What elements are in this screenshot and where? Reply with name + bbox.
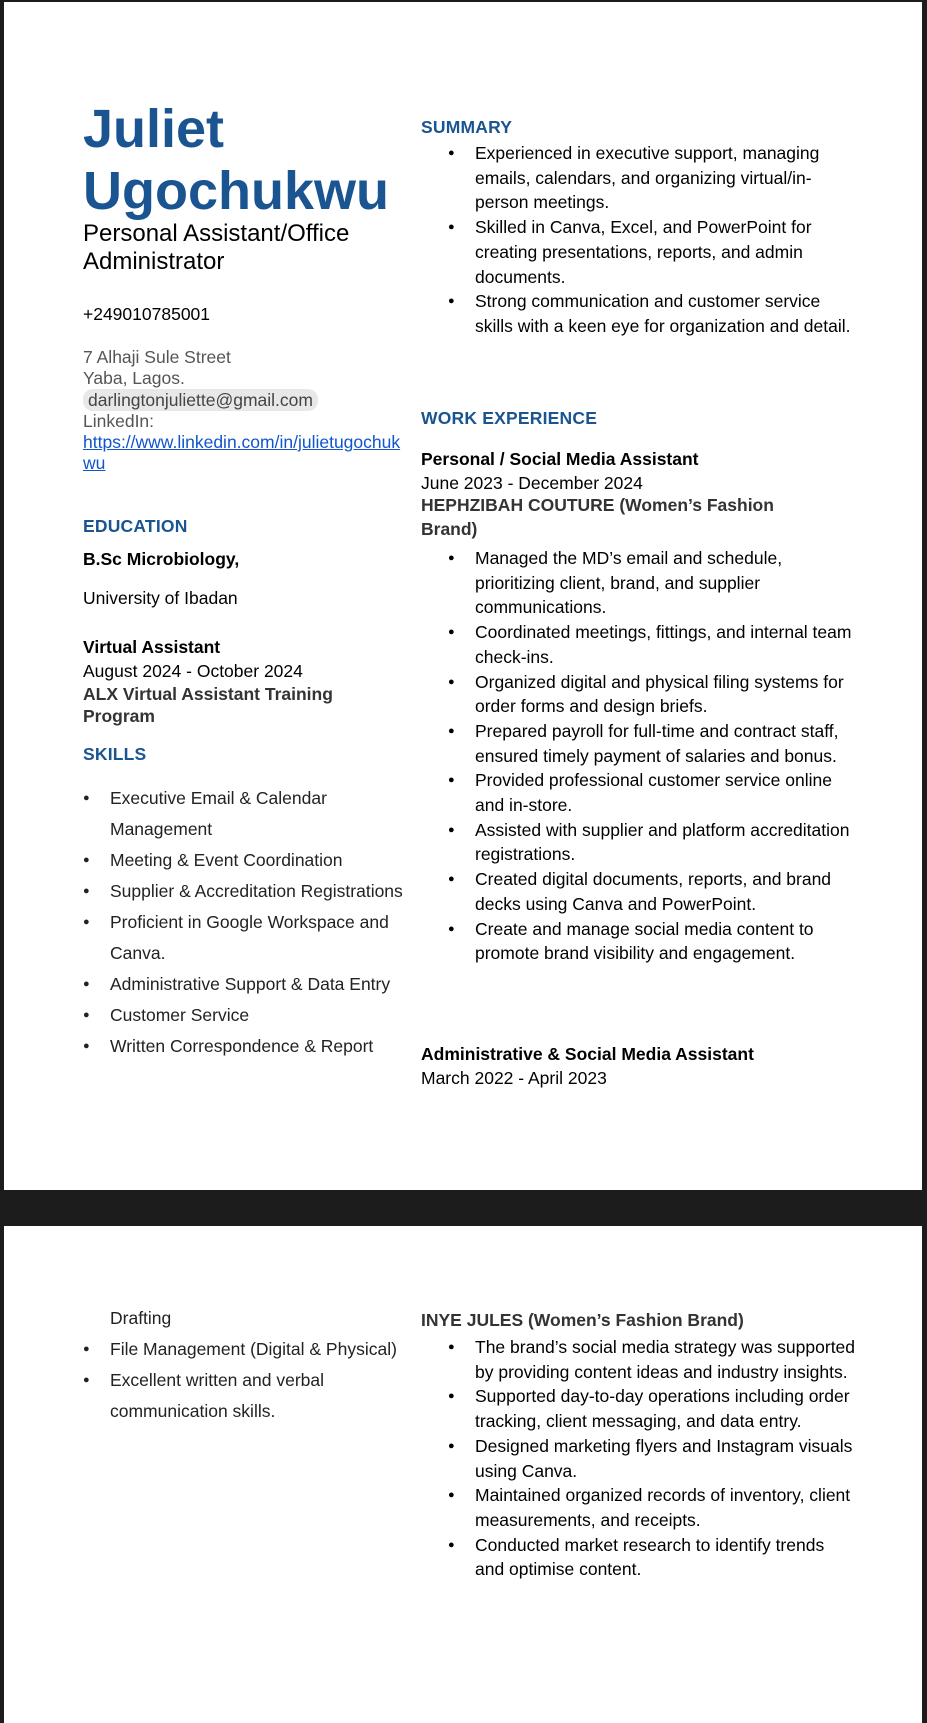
- skills-heading: SKILLS: [83, 744, 147, 764]
- job-dates: June 2023 - December 2024: [421, 473, 643, 493]
- list-item: ● Assisted with supplier and platform accreditation registrations.: [448, 818, 858, 867]
- job-company: HEPHZIBAH COUTURE (Women’s Fashion Brand): [421, 495, 774, 539]
- list-item: ● The brand’s social media strategy was supported by providing content ideas and industry insights.: [448, 1335, 858, 1384]
- work-experience-heading: WORK EXPERIENCE: [421, 408, 598, 428]
- list-item: ● Coordinated meetings, fittings, and internal team check-ins.: [448, 620, 858, 669]
- list-item: ● Skilled in Canva, Excel, and PowerPoint for creating presentations, reports, and admin documents.: [448, 215, 858, 289]
- resume-page-1: [4, 2, 922, 1190]
- list-item: ● Prepared payroll for full-time and contract staff, ensured timely payment of salaries and bonus.: [448, 719, 858, 768]
- training-title: Virtual Assistant: [83, 637, 221, 657]
- job-role: Personal Assistant/Office Administrator: [83, 220, 350, 275]
- job-dates: March 2022 - April 2023: [421, 1068, 607, 1088]
- list-item: ● Proficient in Google Workspace and Canva.: [83, 907, 413, 969]
- job-title: Personal / Social Media Assistant: [421, 449, 699, 469]
- candidate-name: Juliet Ugochukwu: [83, 99, 389, 221]
- list-item: ● Customer Service: [83, 1000, 413, 1031]
- resume-page-2: [4, 1226, 922, 1723]
- list-item: ● File Management (Digital & Physical): [83, 1334, 423, 1365]
- list-item: ● Maintained organized records of inventory, client measurements, and receipts.: [448, 1483, 858, 1532]
- address-line-1: 7 Alhaji Sule Street: [83, 347, 231, 367]
- phone-number: +249010785001: [83, 304, 211, 324]
- skills-list-continued: [83, 1303, 423, 1427]
- list-item: ● Experienced in executive support, managing emails, calendars, and organizing virtual/in-person meetings.: [448, 141, 858, 215]
- list-item: ● Managed the MD’s email and schedule, prioritizing client, brand, and supplier communications.: [448, 546, 858, 620]
- list-item: ● Meeting & Event Coordination: [83, 845, 413, 876]
- education-school: University of Ibadan: [83, 588, 238, 608]
- job-company: INYE JULES (Women’s Fashion Brand): [421, 1310, 744, 1330]
- list-item: ● Create and manage social media content to promote brand visibility and engagement.: [448, 917, 858, 966]
- linkedin-label: LinkedIn:: [83, 411, 155, 431]
- job-title: Administrative & Social Media Assistant: [421, 1044, 754, 1064]
- job-duties-list: [448, 546, 858, 966]
- education-heading: EDUCATION: [83, 516, 188, 536]
- list-item: ● Written Correspondence & Report: [83, 1031, 413, 1062]
- list-item-continuation: Drafting: [110, 1308, 172, 1328]
- list-item: ● Supplier & Accreditation Registrations: [83, 876, 413, 907]
- summary-heading: SUMMARY: [421, 117, 513, 137]
- list-item: ● Excellent written and verbal communication skills.: [83, 1365, 423, 1427]
- training-org: ALX Virtual Assistant Training Program: [83, 684, 333, 726]
- training-dates: August 2024 - October 2024: [83, 661, 303, 681]
- education-degree: B.Sc Microbiology,: [83, 549, 240, 569]
- list-item: ● Executive Email & Calendar Management: [83, 783, 413, 845]
- skills-list: [83, 783, 413, 1062]
- email-chip[interactable]: darlingtonjuliette@gmail.com: [83, 389, 318, 411]
- list-item: ● Supported day-to-day operations including order tracking, client messaging, and data entry.: [448, 1384, 858, 1433]
- linkedin-link[interactable]: https://www.linkedin.com/in/julietugochukwu: [83, 432, 401, 473]
- summary-list: [448, 141, 858, 339]
- job-duties-list: [448, 1335, 858, 1582]
- list-item: ● Designed marketing flyers and Instagram visuals using Canva.: [448, 1434, 858, 1483]
- list-item: ● Created digital documents, reports, and brand decks using Canva and PowerPoint.: [448, 867, 858, 916]
- list-item: ● Conducted market research to identify trends and optimise content.: [448, 1533, 858, 1582]
- address-line-2: Yaba, Lagos.: [83, 368, 185, 388]
- list-item: ● Organized digital and physical filing systems for order forms and design briefs.: [448, 670, 858, 719]
- list-item: ● Strong communication and customer service skills with a keen eye for organization and detail.: [448, 289, 858, 338]
- list-item: ● Provided professional customer service online and in-store.: [448, 768, 858, 817]
- list-item: ● Administrative Support & Data Entry: [83, 969, 413, 1000]
